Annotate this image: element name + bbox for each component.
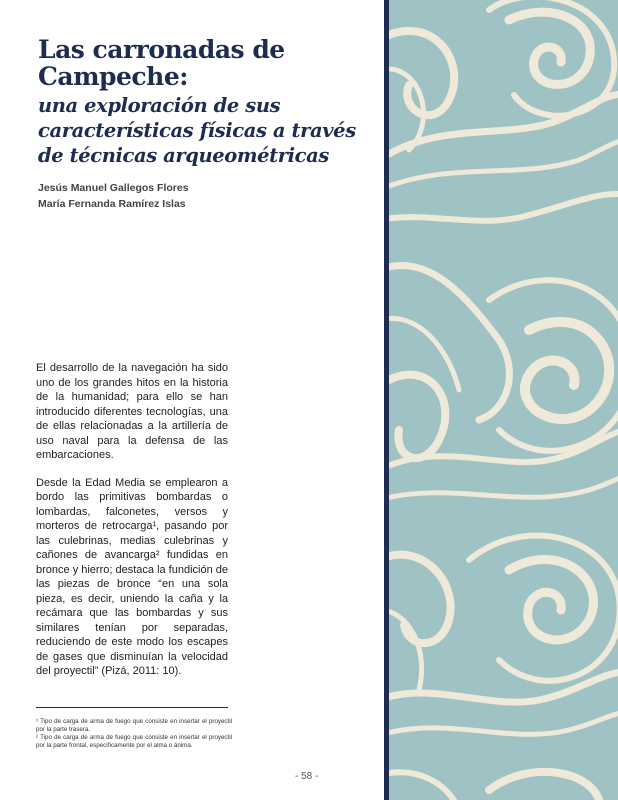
footnote-divider [36, 707, 228, 708]
wave-pattern-illustration [389, 0, 618, 800]
page-number: - 58 - [295, 771, 319, 782]
wave-pattern-panel [389, 0, 618, 800]
author-name: Jesús Manuel Gallegos Flores [38, 182, 189, 194]
footnote: ² Tipo de carga de arma de fuego que consiste en insertar el proyectil por la parte frontal, específicamente por el alma o ánima. [36, 734, 232, 749]
body-paragraph: El desarrollo de la navegación ha sido uno de los grandes hitos en la historia de la humanidad; para ello se han introducido diferentes tecnologías, una de ellas relacionadas a la artillería de uso naval para la defensa de las embarcaciones. [36, 362, 228, 461]
footnote: ¹ Tipo de carga de arma de fuego que consiste en insertar el proyectil por la parte trasera. [36, 718, 232, 733]
article-subtitle: una exploración de sus características físicas a través de técnicas arqueométricas [38, 94, 356, 167]
author-list [38, 180, 189, 212]
article-title: Las carronadas de Campeche: [38, 35, 285, 91]
footnotes [36, 718, 232, 750]
body-paragraph: Desde la Edad Media se emplearon a bordo las primitivas bombardas o lombardas, falconetes, versos y morteros de retrocarga¹, pasando por las culebrinas, medias culebrinas y cañones de avancarga² fundidas en bronce y hierro; destaca la fundición de las piezas de bronce “en una sola pieza, es decir, uniendo la caña y la recámara que las bombardas y sus similares tenían por separadas, reduciendo de este modo los escapes de gases que disminuían la velocidad del proyectil” (Pizá, 2011: 10). [36, 476, 229, 677]
author-name: María Fernanda Ramírez Islas [38, 198, 186, 210]
body-text [36, 361, 228, 692]
